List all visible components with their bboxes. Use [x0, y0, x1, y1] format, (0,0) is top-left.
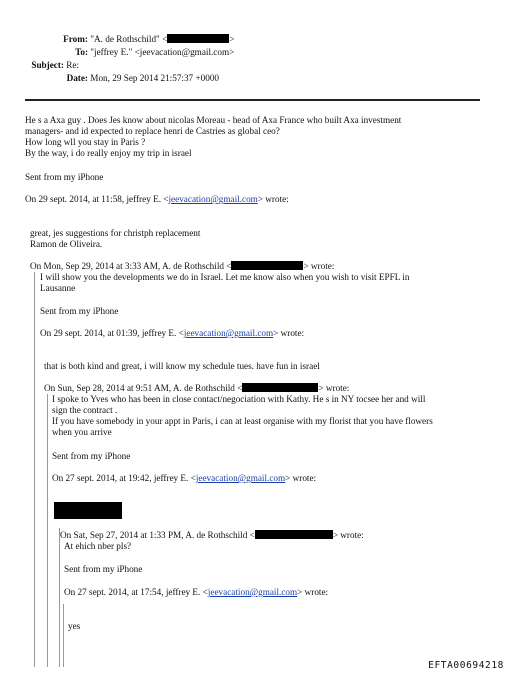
body-line: managers- and id expected to replace henri de Castries as global ceo? — [25, 126, 280, 136]
quote-line: I spoke to Yves who has been in close contact/negociation with Kathy. He s in NY tocsee her and will — [52, 394, 426, 404]
from-value: "A. de Rothschild" < — [90, 34, 168, 44]
signature: Sent from my iPhone — [40, 306, 119, 316]
redaction-block — [231, 261, 303, 270]
date-value: Mon, 29 Sep 2014 21:57:37 +0000 — [90, 73, 220, 83]
redaction-block — [167, 34, 229, 43]
quote-line: Ramon de Oliveira. — [30, 239, 103, 249]
quote-line: when you arrive — [52, 427, 112, 437]
quote-line: yes — [68, 621, 81, 631]
signature: Sent from my iPhone — [25, 172, 104, 182]
to-value: "jeffrey E." <jeevacation@gmail.com> — [90, 47, 235, 57]
from-row — [40, 33, 234, 46]
body-line: How long wll you stay in Paris ? — [25, 137, 146, 147]
quote-attribution: On 29 sept. 2014, at 11:58, jeffrey E. <jeevacation@gmail.com> wrote: — [25, 194, 289, 204]
from-close: > — [229, 34, 235, 44]
quote-line: great, jes suggestions for christph replacement — [30, 228, 201, 238]
quote-attribution: On Sun, Sep 28, 2014 at 9:51 AM, A. de Rothschild < > wrote: — [44, 383, 350, 393]
from-label: From: — [63, 34, 88, 44]
email-link[interactable]: jeevacation@gmail.com — [183, 328, 274, 338]
quote-line: At ehich nber pls? — [64, 541, 132, 551]
subject-value: Re: — [66, 60, 80, 70]
signature: Sent from my iPhone — [64, 564, 143, 574]
quote-line: If you have somebody in your appt in Paris, i can at least organise with my florist that you have flowers — [52, 416, 433, 426]
redaction-block — [255, 530, 333, 539]
quote-attribution: On Sat, Sep 27, 2014 at 1:33 PM, A. de Rothschild < > wrote: — [60, 530, 364, 540]
quote-bar — [63, 604, 64, 667]
quote-line: that is both kind and great, i will know my schedule tues. have fun in israel — [44, 361, 320, 371]
quote-line: sign the contract . — [52, 405, 118, 415]
header-divider — [25, 99, 480, 101]
quote-attribution: On 27 sept. 2014, at 17:54, jeffrey E. <jeevacation@gmail.com> wrote: — [64, 587, 329, 597]
email-link[interactable]: jeevacation@gmail.com — [168, 194, 258, 204]
quote-attribution: On Mon, Sep 29, 2014 at 3:33 AM, A. de Rothschild < > wrote: — [30, 261, 335, 271]
quote-line: Lausanne — [40, 283, 76, 293]
quote-bar — [34, 272, 35, 667]
body-line: He s a Axa guy . Does Jes know about nicolas Moreau - head of Axa France who built Axa investment — [25, 115, 402, 125]
email-link[interactable]: jeevacation@gmail.com — [195, 473, 286, 483]
to-label: To: — [75, 47, 88, 57]
quote-bar — [47, 394, 48, 667]
date-label: Date: — [66, 73, 88, 83]
quote-bar — [59, 528, 60, 667]
signature: Sent from my iPhone — [52, 451, 131, 461]
body-line: By the way, i do really enjoy my trip in israel — [25, 148, 192, 158]
document-id: EFTA00694218 — [428, 660, 504, 671]
quote-line: I will show you the developments we do in Israel. Let me know also when you wish to visit EPFL in — [40, 272, 410, 282]
subject-label: Subject: — [31, 60, 64, 70]
quote-attribution: On 29 sept. 2014, at 01:39, jeffrey E. <jeevacation@gmail.com> wrote: — [40, 328, 305, 338]
redaction-block — [54, 502, 122, 519]
date-row — [40, 72, 219, 85]
quote-attribution: On 27 sept. 2014, at 19:42, jeffrey E. <jeevacation@gmail.com> wrote: — [52, 473, 317, 483]
subject-row — [24, 59, 79, 72]
redaction-block — [242, 383, 318, 392]
to-row — [40, 46, 234, 59]
email-link[interactable]: jeevacation@gmail.com — [207, 587, 298, 597]
